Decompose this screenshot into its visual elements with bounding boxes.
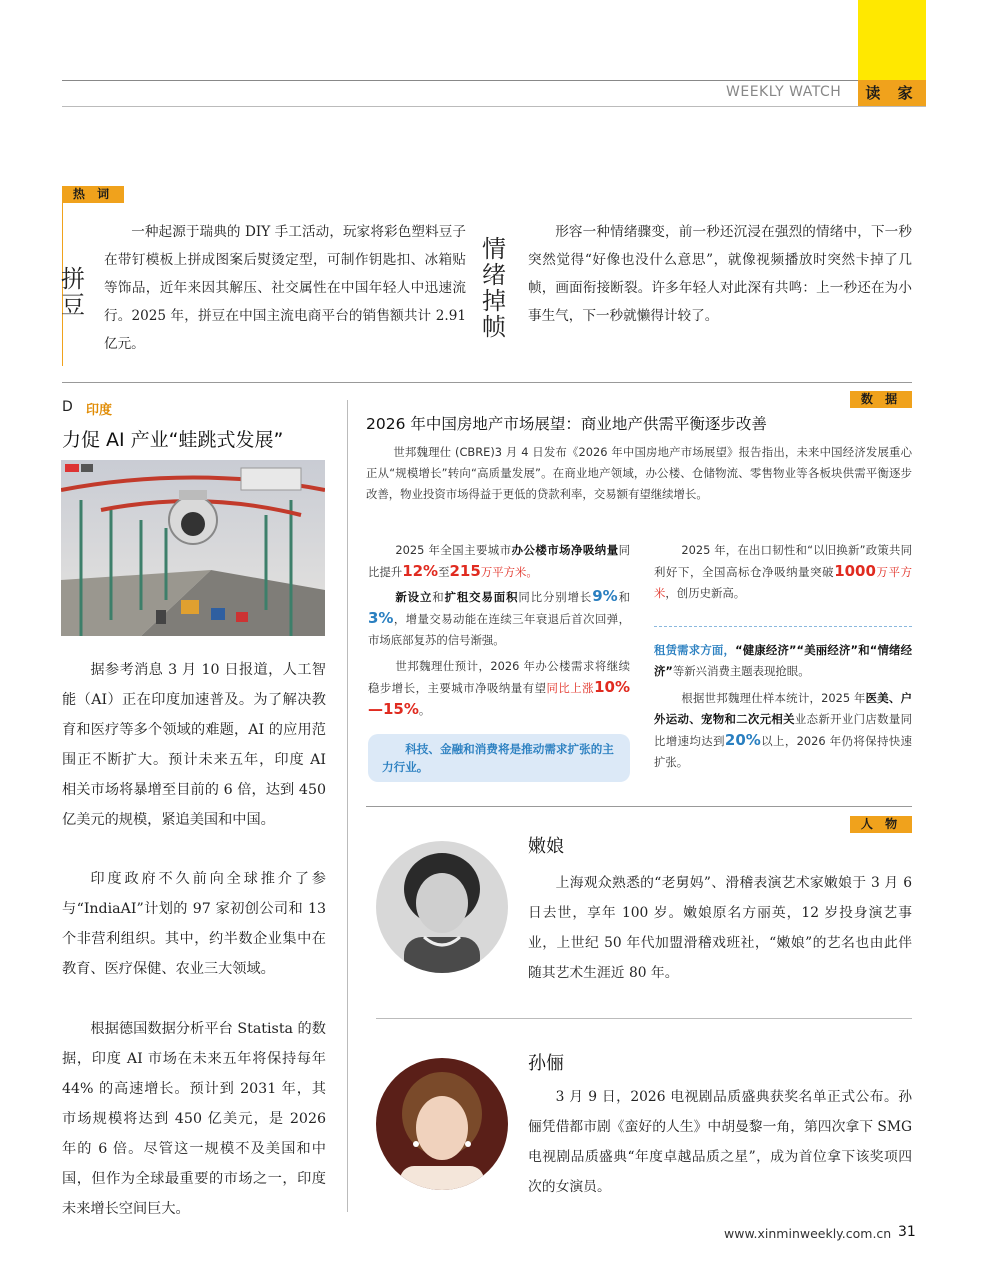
header-rule	[62, 106, 926, 107]
stat-number: 10%—15%	[368, 678, 630, 718]
person-text-2: 3 月 9 日，2026 电视剧品质盛典获奖名单正式公布。孙俪凭借都市剧《蛮好的人生》中胡曼黎一角，第四次拿下 SMG 电视剧品质盛典“年度卓越品质之星”，成为首位拿下该奖项四次的女演员。	[528, 1089, 912, 1195]
stat-number: 215	[449, 562, 481, 580]
stat-number: 20%	[724, 731, 761, 749]
text-run: 2025 年全国主要城市	[395, 543, 512, 557]
text-run: ，增量交易动能在连续三年衰退后首次回弹，市场底部复苏的信号渐强。	[368, 612, 630, 647]
text-run: 至	[438, 565, 450, 579]
data-title: 2026 年中国房地产市场展望：商业地产供需平衡逐步改善	[366, 415, 767, 433]
dashed-divider	[654, 626, 912, 627]
hot-words-tag: 热 词	[62, 186, 124, 203]
person-text-1: 上海观众熟悉的“老舅妈”、滑稽表演艺术家嫩娘于 3 月 6 日去世，享年 100 岁。嫩娘原名方丽英，12 岁投身演艺事业，上世纪 50 年代加盟滑稽戏班社，“嫩娘”的艺名也由此伴随其艺术生涯近 80 年。	[528, 875, 912, 981]
section-label-en: WEEKLY WATCH	[726, 84, 842, 100]
text-run: 。	[418, 703, 431, 717]
text-run: 同比提升	[368, 543, 630, 579]
text-run: 等新兴消费主题表现抢眼。	[672, 664, 810, 678]
text-run: 业态新开业门店数量同比增速均达到	[654, 712, 912, 748]
text-run: 和	[617, 590, 630, 604]
data-right-para-1	[654, 540, 912, 604]
text-run: 以上，2026 年仍将保持快速扩张。	[654, 734, 912, 769]
people-inner-divider	[376, 1018, 912, 1019]
page-number: 31	[898, 1224, 916, 1240]
stat-number: 12%	[402, 562, 439, 580]
india-country: 印度	[86, 403, 113, 418]
column-divider	[347, 400, 348, 1212]
hot-word-title-2: 情绪掉帧	[482, 235, 506, 341]
india-paragraph-3: 根据德国数据分析平台 Statista 的数据，印度 AI 市场在未来五年将保持每年 44% 的高速增长。预计到 2031 年，其市场规模将达到 450 亿美元，是 2026 年的 6 倍。尽管这一规模不及美国和中国，但作为全球最重要的市场之一，印度未来增长空间巨大。	[62, 1021, 326, 1217]
top-rule	[62, 80, 926, 81]
text-run: 同比分别增长	[518, 590, 593, 604]
unit-text: 万平方米	[654, 565, 912, 600]
text-run: 和	[432, 590, 445, 604]
stat-number: 9%	[592, 587, 618, 605]
footer-url[interactable]: www.xinminweekly.com.cn	[724, 1226, 892, 1241]
data-left-para-2	[368, 586, 630, 651]
text-run: 根据世邦魏理仕样本统计，2025 年	[681, 691, 866, 705]
person-name-1: 嫩娘	[528, 836, 564, 857]
stat-number: 1000	[834, 562, 876, 580]
stat-number: 3%	[368, 609, 394, 627]
people-tag: 人 物	[850, 816, 912, 833]
data-left-para-1	[368, 540, 630, 583]
yellow-corner-tab	[858, 0, 926, 80]
highlight-term: 扩租交易面积	[444, 590, 519, 604]
india-paragraph-1: 据参考消息 3 月 10 日报道，人工智能（AI）正在印度加速普及。为了解决教育和医疗等多个领域的难题，AI 的应用范围正不断扩大。预计未来五年，印度 AI 相关市场将暴增至目前的 6 倍，达到 450 亿美元的规模，紧追美国和中国。	[62, 662, 326, 828]
hot-word-title-1: 拼豆	[61, 265, 85, 319]
hot-word-text-1: 一种起源于瑞典的 DIY 手工活动，玩家将彩色塑料豆子在带钉模板上拼成图案后熨烫定型，可制作钥匙扣、冰箱贴等饰品，近年来因其解压、社交属性在中国年轻人中迅速流行。2025 年，拼豆在中国主流电商平台的销售额共计 2.91 亿元。	[104, 224, 466, 352]
text-run: 2025 年，在出口韧性和“以旧换新”政策共同利好下，全国高标仓净吸纳量突破	[654, 543, 912, 579]
text-run: 世邦魏理仕预计，2026 年办公楼需求将继续稳步增长，主要城市净吸纳量有望	[368, 659, 630, 695]
data-left-para-3	[368, 656, 630, 721]
india-photo	[61, 460, 325, 636]
data-intro: 世邦魏理仕 (CBRE)3 月 4 日发布《2026 年中国房地产市场展望》报告指出，未来中国经济发展重心正从“规模增长”转向“高质量发展”。在商业地产领域，办公楼、仓储物流、零售物业等各板块供需平衡逐步改善，物业投资市场得益于更低的贷款利率，交易额有望继续增长。	[366, 445, 912, 501]
highlight-term: 租赁需求方面，	[654, 643, 736, 657]
highlight-term: 医美、户外运动、宠物和二次元相关	[654, 691, 912, 726]
data-right-para-3	[654, 688, 912, 773]
data-right-para-2	[654, 640, 912, 682]
india-paragraph-2: 印度政府不久前向全球推介了参与“IndiaAI”计划的 97 家初创公司和 13 个非营利组织。其中，约半数企业集中在教育、医疗保健、农业三大领域。	[62, 871, 326, 977]
section-label-cn: 读 家	[858, 80, 926, 106]
text-run: ，创历史新高。	[665, 586, 746, 600]
people-divider	[366, 806, 912, 807]
section-divider	[62, 382, 912, 383]
highlight-term: “健康经济”“美丽经济”和“情绪经济”	[654, 643, 912, 678]
person-name-2: 孙俪	[528, 1053, 564, 1074]
highlight-term: 新设立	[395, 590, 433, 604]
portrait-nenniang	[376, 841, 508, 973]
india-letter: D	[62, 399, 73, 415]
hot-word-text-2: 形容一种情绪骤变，前一秒还沉浸在强烈的情绪中，下一秒突然觉得“好像也没什么意思”，就像视频播放时突然卡掉了几帧，画面衔接断裂。许多年轻人对此深有共鸣：上一秒还在为小事生气，下一秒就懒得计较了。	[528, 224, 912, 324]
highlight-term: 同比上涨	[546, 681, 595, 695]
india-title: 力促 AI 产业“蛙跳式发展”	[62, 429, 284, 451]
data-callout-box: 科技、金融和消费将是推动需求扩张的主力行业。	[368, 734, 630, 782]
highlight-term: 办公楼市场净吸纳量	[511, 543, 619, 557]
portrait-sunli	[376, 1058, 508, 1190]
unit-text: 万平方米。	[480, 565, 538, 579]
data-tag: 数 据	[850, 391, 912, 408]
